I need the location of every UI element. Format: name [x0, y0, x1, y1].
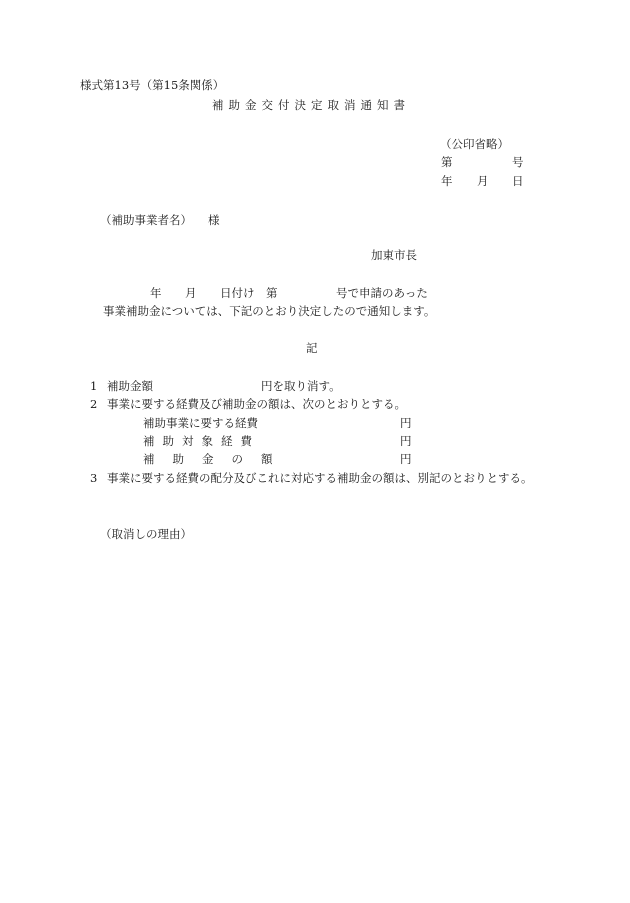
item-2-text: 事業に要する経費及び補助金の額は、次のとおりとする。	[107, 397, 406, 411]
form-number-label: 様式第13号（第15条関係）	[80, 78, 225, 92]
cost-row-unit: 円	[400, 416, 412, 430]
item-1-label: 補助金額	[107, 379, 153, 393]
recipient-name-placeholder: （補助事業者名）	[100, 213, 192, 227]
seal-omitted-note: （公印省略）	[440, 137, 509, 151]
body-year: 年	[150, 286, 162, 300]
body-line2: 事業補助金については、下記のとおり決定したので通知します。	[103, 304, 436, 318]
cost-row-label: 補助対象経費	[143, 434, 260, 448]
item-1-suffix: 円を取り消す。	[261, 379, 341, 393]
body-suffix: 号で申請のあった	[336, 286, 428, 300]
item-3-number: 3	[90, 471, 98, 485]
ki-heading: 記	[306, 341, 318, 355]
cost-row-label: 補助事業に要する経費	[143, 416, 258, 430]
item-2-number: 2	[90, 397, 98, 411]
date-year: 年	[441, 174, 453, 188]
document-title: 補助金交付決定取消通知書	[212, 98, 410, 112]
body-dated: 日付け	[220, 286, 255, 300]
date-month: 月	[477, 174, 489, 188]
date-day: 日	[512, 174, 524, 188]
cost-row-label: 補助金の額	[143, 452, 291, 466]
body-dai: 第	[266, 286, 278, 300]
body-month: 月	[185, 286, 197, 300]
doc-number-dai: 第	[441, 155, 453, 169]
issuer-name: 加東市長	[371, 248, 417, 262]
recipient-honorific: 様	[208, 213, 220, 227]
doc-number-go: 号	[512, 155, 524, 169]
item-3-text: 事業に要する経費の配分及びこれに対応する補助金の額は、別記のとおりとする。	[107, 471, 533, 485]
item-1-number: 1	[90, 379, 98, 393]
cancellation-reason-label: （取消しの理由）	[100, 527, 192, 541]
cost-row-unit: 円	[400, 434, 412, 448]
cost-row-unit: 円	[400, 452, 412, 466]
